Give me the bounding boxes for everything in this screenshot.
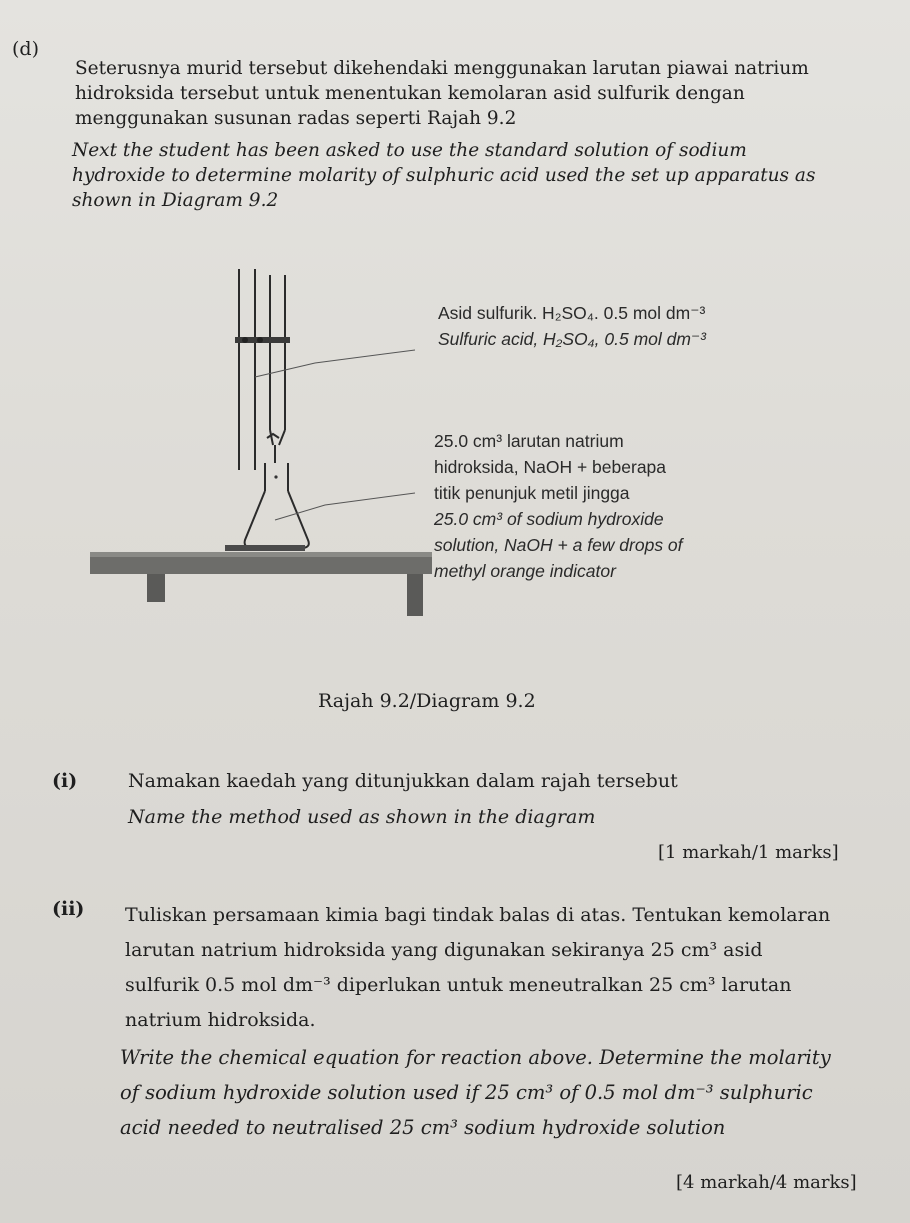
acid-label-english: Sulfuric acid, H₂SO₄, 0.5 mol dm⁻³ [438, 329, 707, 349]
burette [239, 269, 285, 470]
burette-tip [267, 430, 285, 463]
intro-malay-line: menggunakan susunan radas seperti Rajah 9.2 [75, 108, 517, 129]
question-1-number: (i) [52, 770, 78, 792]
burette-clamp [235, 337, 290, 343]
naoh-label-line: methyl orange indicator [434, 561, 616, 581]
question-1-english: Name the method used as shown in the diagram [128, 806, 596, 828]
question-1-marks: [1 markah/1 marks] [658, 842, 839, 863]
intro-english-line: hydroxide to determine molarity of sulphuric acid used the set up apparatus as [72, 165, 816, 186]
question-2-english-line: acid needed to neutralised 25 cm³ sodium hydroxide solution [120, 1116, 726, 1139]
question-2-malay-line: sulfurik 0.5 mol dm⁻³ diperlukan untuk meneutralkan 25 cm³ larutan [125, 974, 792, 996]
leader-lines [255, 350, 415, 520]
retort-stand-base [90, 545, 432, 616]
question-1-malay: Namakan kaedah yang ditunjukkan dalam rajah tersebut [128, 770, 678, 792]
acid-label [438, 300, 706, 352]
intro-malay-line: Seterusnya murid tersebut dikehendaki menggunakan larutan piawai natrium [75, 58, 809, 79]
question-2-malay-line: larutan natrium hidroksida yang digunakan sekiranya 25 cm³ asid [125, 939, 763, 961]
intro-english-line: shown in Diagram 9.2 [72, 190, 279, 211]
question-2-malay-line: Tuliskan persamaan kimia bagi tindak balas di atas. Tentukan kemolaran [125, 904, 831, 926]
question-2-english-line: Write the chemical equation for reaction above. Determine the molarity [120, 1046, 831, 1069]
naoh-label-line: solution, NaOH + a few drops of [434, 535, 683, 555]
question-2-number: (ii) [52, 898, 85, 920]
question-2-malay [125, 898, 830, 1038]
naoh-label [434, 428, 683, 584]
drop [274, 475, 277, 478]
question-2-english [120, 1040, 831, 1145]
naoh-label-line: 25.0 cm³ of sodium hydroxide [434, 509, 664, 529]
question-2-english-line: of sodium hydroxide solution used if 25 cm³ of 0.5 mol dm⁻³ sulphuric [120, 1081, 813, 1104]
part-label: (d) [12, 38, 39, 60]
question-2-marks: [4 markah/4 marks] [676, 1172, 857, 1193]
question-2-malay-line: natrium hidroksida. [125, 1009, 316, 1031]
acid-label-malay: Asid sulfurik. H₂SO₄. 0.5 mol dm⁻³ [438, 303, 706, 323]
intro-english [72, 138, 815, 213]
diagram-caption: Rajah 9.2/Diagram 9.2 [318, 690, 536, 712]
naoh-label-line: hidroksida, NaOH + beberapa [434, 457, 667, 477]
naoh-label-line: titik penunjuk metil jingga [434, 483, 630, 503]
intro-english-line: Next the student has been asked to use the standard solution of sodium [72, 140, 747, 161]
naoh-label-line: 25.0 cm³ larutan natrium [434, 431, 624, 451]
intro-malay [75, 56, 809, 131]
intro-malay-line: hidroksida tersebut untuk menentukan kemolaran asid sulfurik dengan [75, 83, 745, 104]
